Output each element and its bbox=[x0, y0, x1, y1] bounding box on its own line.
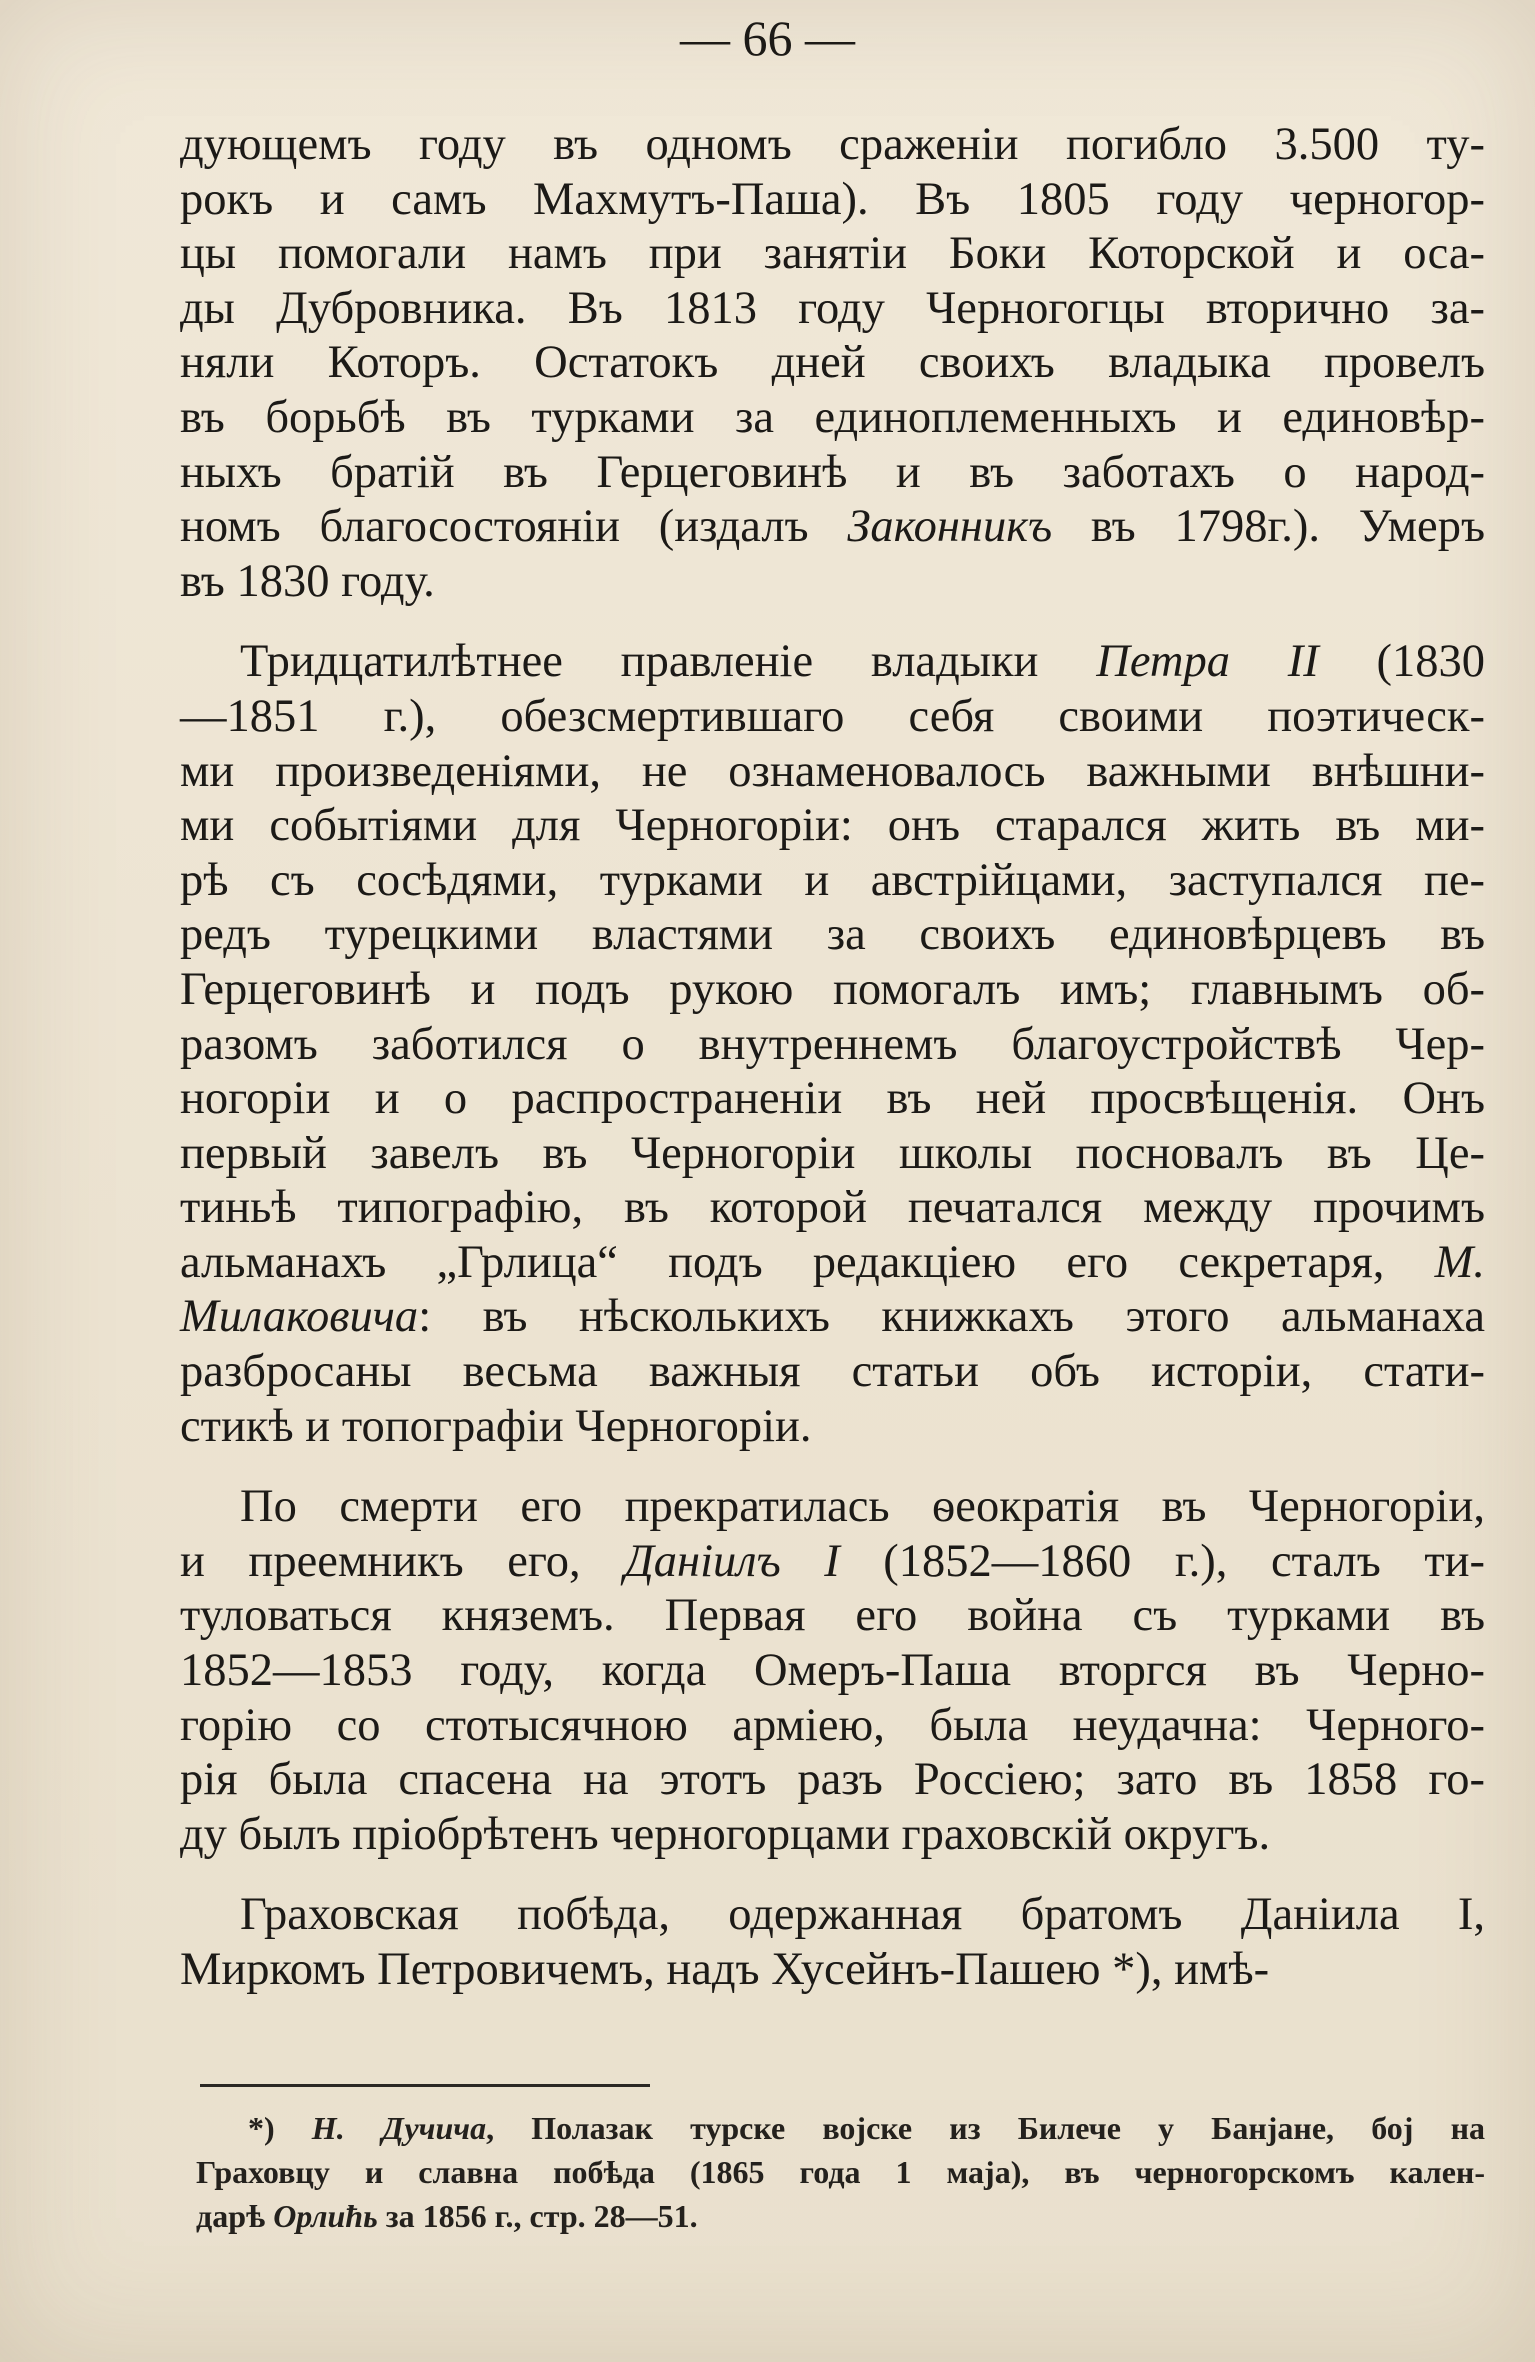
text-line: Милаковича: въ нѣсколькихъ книжкахъ этого альманаха bbox=[180, 1291, 1485, 1343]
text-line: дующемъ году въ одномъ сраженіи погибло 3.500 ту- bbox=[180, 119, 1485, 170]
text-line: 1852—1853 году, когда Омеръ-Паша вторгся въ Черно- bbox=[180, 1645, 1485, 1697]
paragraph bbox=[180, 1888, 1485, 1997]
text-line: цы помогали намъ при занятіи Боки Которской и оса- bbox=[180, 228, 1485, 280]
text-line: ду былъ пріобрѣтенъ черногорцами граховскій округъ. bbox=[180, 1808, 1271, 1860]
footnote-line: Граховцу и славна побѣда (1865 года 1 маја), въ черногорскомъ кален- bbox=[196, 2154, 1485, 2190]
text-line: въ 1830 году. bbox=[180, 555, 435, 607]
text-line: разбросаны весьма важныя статьи объ исторіи, стати- bbox=[180, 1346, 1485, 1398]
text-line: горію со стотысячною арміею, была неудачна: Черного- bbox=[180, 1699, 1485, 1751]
text-line: альманахъ „Грлица“ подъ редакціею его секретаря, М. bbox=[180, 1236, 1485, 1288]
italic-name: Н. Дучича bbox=[311, 2110, 487, 2146]
text-line: и преемникъ его, Даніилъ I (1852—1860 г.), сталъ ти- bbox=[180, 1535, 1486, 1587]
paragraph bbox=[180, 635, 1485, 1454]
text-line: тиньѣ типографію, въ которой печатался между прочимъ bbox=[180, 1182, 1485, 1234]
footnote-rule bbox=[200, 2084, 650, 2087]
text-line: разомъ заботился о внутреннемъ благоустройствѣ Чер- bbox=[180, 1018, 1485, 1070]
text-line: редъ турецкими властями за своихъ единовѣрцевъ въ bbox=[180, 909, 1485, 961]
text-line: ногоріи и о распространеніи въ ней просвѣщенія. Онъ bbox=[180, 1073, 1485, 1125]
text-line: ми событіями для Черногоріи: онъ старался жить въ ми- bbox=[180, 800, 1485, 852]
text-line: няли Которъ. Остатокъ дней своихъ владыка провелъ bbox=[180, 337, 1485, 389]
italic-name: Законникъ bbox=[847, 501, 1053, 553]
paragraph-gap bbox=[180, 1862, 1485, 1888]
text-line: Тридцатилѣтнее правленіе владыки Петра II (1830 bbox=[240, 636, 1485, 688]
footnote-line: дарѣ Орлићь за 1856 г., стр. 28—51. bbox=[196, 2198, 698, 2234]
paragraph bbox=[180, 118, 1485, 609]
paragraph-gap bbox=[180, 1454, 1485, 1480]
page-number: — 66 — bbox=[680, 10, 855, 66]
text-line: туловаться княземъ. Первая его война съ турками въ bbox=[180, 1590, 1485, 1642]
italic-name: Орлићь bbox=[273, 2198, 378, 2234]
text-line: ды Дубровника. Въ 1813 году Черногогцы вторично за- bbox=[180, 282, 1485, 334]
text-line: —1851 г.), обезсмертившаго себя своими поэтическ- bbox=[180, 690, 1485, 742]
footnote bbox=[196, 2106, 1485, 2238]
italic-name: Милаковича bbox=[180, 1291, 419, 1343]
text-line: стикѣ и топографіи Черногоріи. bbox=[180, 1400, 812, 1452]
text-line: номъ благосостояніи (издалъ Законникъ въ 1798г.). Умеръ bbox=[180, 501, 1485, 553]
text-line: рѣ съ сосѣдями, турками и австрійцами, заступался пе- bbox=[180, 854, 1485, 906]
text-line: Граховская побѣда, одержанная братомъ Даніила I, bbox=[240, 1889, 1485, 1941]
text-line: По смерти его прекратилась ѳеократія въ Черногоріи, bbox=[240, 1481, 1485, 1533]
text-line: ми произведеніями, не ознаменовалось важными внѣшни- bbox=[180, 745, 1485, 797]
text-line: первый завелъ въ Черногоріи школы посновалъ въ Це- bbox=[180, 1127, 1485, 1179]
footnote-line: *) Н. Дучича, Полазак турске војске из Билече у Банјане, бој на bbox=[248, 2110, 1486, 2146]
text-line: рокъ и самъ Махмутъ-Паша). Въ 1805 году черногор- bbox=[180, 173, 1485, 225]
italic-name: Петра II bbox=[1096, 636, 1319, 688]
text-line: Герцеговинѣ и подъ рукою помогалъ имъ; главнымъ об- bbox=[180, 963, 1485, 1015]
body-text bbox=[180, 118, 1485, 1998]
text-line: Миркомъ Петровичемъ, надъ Хусейнъ-Пашею *), имѣ- bbox=[180, 1944, 1270, 1995]
italic-name: Даніилъ I bbox=[624, 1535, 840, 1587]
paragraph-gap bbox=[180, 609, 1485, 635]
text-line: ныхъ братій въ Герцеговинѣ и въ заботахъ о народ- bbox=[180, 446, 1485, 498]
text-line: въ борьбѣ въ турками за единоплеменныхъ и единовѣр- bbox=[180, 391, 1485, 443]
paragraph bbox=[180, 1480, 1485, 1862]
text-line: рія была спасена на этотъ разъ Россіею; зато въ 1858 го- bbox=[180, 1754, 1485, 1806]
italic-name: М. bbox=[1434, 1236, 1485, 1288]
